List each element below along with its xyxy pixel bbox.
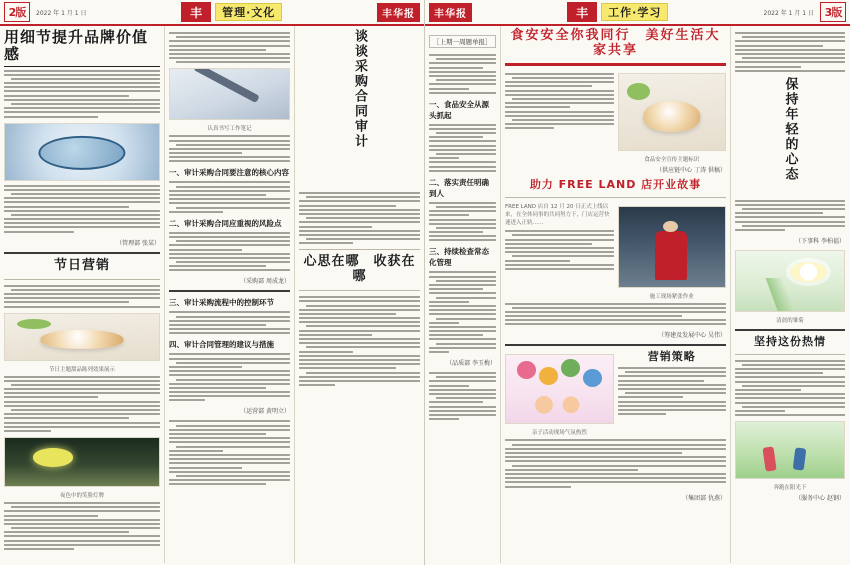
col2-body-6 xyxy=(169,353,290,401)
family-event-photo-caption: 亲子活动现场气氛热烈 xyxy=(531,430,587,437)
festival-photo-caption: 节日主题甜品陈列效果展示 xyxy=(48,366,115,373)
col2-body-3 xyxy=(169,181,290,212)
page-right xyxy=(425,0,850,565)
passion-headline: 坚持这份热情 xyxy=(754,335,826,348)
col3-body-1 xyxy=(299,192,420,244)
right-col-3 xyxy=(731,26,849,563)
left-col-1 xyxy=(0,26,165,563)
newspaper-logo-right: 丰 xyxy=(567,2,597,22)
free-land-body-2 xyxy=(505,303,726,326)
festival-body xyxy=(4,285,160,308)
divider-1 xyxy=(4,252,160,254)
col2-body-7 xyxy=(169,420,290,485)
article-body xyxy=(4,70,160,118)
headline-rule xyxy=(505,63,726,66)
marketing-byline: （集团部 仇燕） xyxy=(682,494,726,502)
article-byline: （管理部 张某） xyxy=(116,239,160,247)
feature-top-row xyxy=(505,70,726,163)
article-photo-globe xyxy=(4,123,160,181)
col2-byline-1: （采购部 周成龙） xyxy=(240,278,290,286)
section-headline-festival: 节日营销 xyxy=(53,257,110,273)
page-title: 用细节提升品牌价值感 xyxy=(4,29,160,67)
r-col1-body-4 xyxy=(429,271,496,353)
bottom-headline-left: 心思在哪 收获在哪 xyxy=(303,254,416,285)
divider-7 xyxy=(505,344,726,346)
vertical-headline: 谈谈采购合同审计 xyxy=(352,29,367,149)
free-land-row xyxy=(505,203,726,300)
brand-label-right: 丰华报 xyxy=(429,3,472,22)
passion-byline: （服务中心 赵钢） xyxy=(795,495,845,503)
divider-5 xyxy=(299,290,420,291)
subhead-3: 三、审计采购流程中的控制环节 xyxy=(169,298,274,308)
subhead-1: 一、审计采购合同要注意的核心内容 xyxy=(169,168,289,178)
notebook-photo-caption: 认真书写工作笔记 xyxy=(207,126,252,133)
daisy-photo-caption: 清晨的雏菊 xyxy=(776,318,804,324)
free-land-headline: 助力 FREE LAND 店开业故事 xyxy=(529,177,702,191)
r-subhead-3: 三、持续检查常态化管理 xyxy=(429,247,489,268)
right-col-1 xyxy=(425,26,501,563)
col2-byline-2: （运营部 黄明立） xyxy=(240,408,290,416)
r-col1-body-1 xyxy=(429,54,496,94)
food-safety-photo xyxy=(618,73,727,151)
brand-label-left: 丰华报 xyxy=(377,3,420,22)
festival-photo xyxy=(4,313,160,361)
subhead-2: 二、审计采购合同应重视的风险点 xyxy=(169,218,282,228)
smiley-photo-caption: 夜色中的笑脸灯牌 xyxy=(59,492,104,499)
masthead-left xyxy=(0,0,424,26)
left-col-3 xyxy=(295,26,424,563)
smiley-body xyxy=(4,502,160,550)
r-subhead-1: 一、食品安全从源头抓起 xyxy=(429,99,489,120)
masthead-right xyxy=(425,0,850,26)
marketing-body xyxy=(618,367,727,415)
construction-photo-caption: 施工现场紧张作业 xyxy=(649,293,694,300)
article-body-2 xyxy=(4,185,160,233)
col2-body-5 xyxy=(169,311,290,334)
marketing-body-2 xyxy=(505,439,726,487)
daisy-photo xyxy=(735,250,845,312)
family-event-photo xyxy=(505,354,614,424)
r-col1-body-5 xyxy=(429,372,496,420)
section-banner-left: 管理·文化 xyxy=(215,3,282,21)
construction-photo xyxy=(618,206,727,288)
right-col-2 xyxy=(501,26,731,563)
young-heart-headline-wrap xyxy=(735,77,845,197)
r-col1-byline: （品质部 李玉梅） xyxy=(446,360,496,367)
section-banner-right: 工作·学习 xyxy=(601,3,668,21)
smiley-photo xyxy=(4,437,160,487)
festival-body-2 xyxy=(4,376,160,432)
masthead-date-left: 2022 年 1 月 1 日 xyxy=(36,9,87,17)
r-col1-body-3 xyxy=(429,202,496,242)
feature-byline: （供应链中心 丁涛 供稿） xyxy=(656,166,726,174)
divider-8 xyxy=(735,329,845,331)
divider-2 xyxy=(4,279,160,280)
page-left-columns xyxy=(0,26,424,563)
notebook-photo xyxy=(169,68,290,120)
r-col3-body-2 xyxy=(735,200,845,231)
running-photo-caption: 奔跑在阳光下 xyxy=(773,485,807,492)
kicker-label: ［上期一周题单报］ xyxy=(429,35,496,48)
newspaper-logo-left: 丰 xyxy=(181,2,211,22)
col3-body-2 xyxy=(299,296,420,386)
divider-6 xyxy=(505,197,726,198)
masthead-date-right: 2022 年 1 月 1 日 xyxy=(763,9,814,17)
r-subhead-2: 二、落实责任明确到人 xyxy=(429,177,489,198)
marketing-row xyxy=(505,351,726,436)
free-land-byline: （筹建及发展中心 吴伟） xyxy=(658,332,726,340)
page-right-columns xyxy=(425,26,850,563)
divider-4 xyxy=(299,249,420,250)
food-safety-photo-caption: 食品安全宣传主题标识 xyxy=(644,156,700,163)
feature-body-1 xyxy=(505,73,614,129)
young-heart-byline: （下事科 李柏福） xyxy=(795,238,845,245)
running-photo xyxy=(735,421,845,479)
feature-headline: 食安安全你我同行 美好生活大家共享 xyxy=(510,28,721,58)
col2-body-1 xyxy=(169,32,290,63)
col2-body-4 xyxy=(169,232,290,272)
vertical-headline-wrap xyxy=(299,29,420,189)
divider-9 xyxy=(735,354,845,355)
free-land-lead: FREE LAND 店自 12 月 20 日正式上线以来，在全体同事的共同努力下，门店运营快速进入正轨…… xyxy=(505,203,610,227)
page-number-left: 2版 xyxy=(4,2,30,22)
page-number-right: 3版 xyxy=(820,2,846,22)
r-col3-body-3 xyxy=(735,360,845,416)
col2-body-2 xyxy=(169,135,290,162)
r-col1-body-2 xyxy=(429,124,496,172)
r-col3-body-1 xyxy=(735,32,845,72)
free-land-body xyxy=(505,230,614,270)
subhead-4: 四、审计合同管理的建议与措施 xyxy=(169,340,274,350)
young-heart-headline: 保持年轻的心态 xyxy=(782,76,798,182)
marketing-headline: 营销策略 xyxy=(647,350,696,364)
divider-3 xyxy=(169,290,290,292)
left-col-2 xyxy=(165,26,295,563)
